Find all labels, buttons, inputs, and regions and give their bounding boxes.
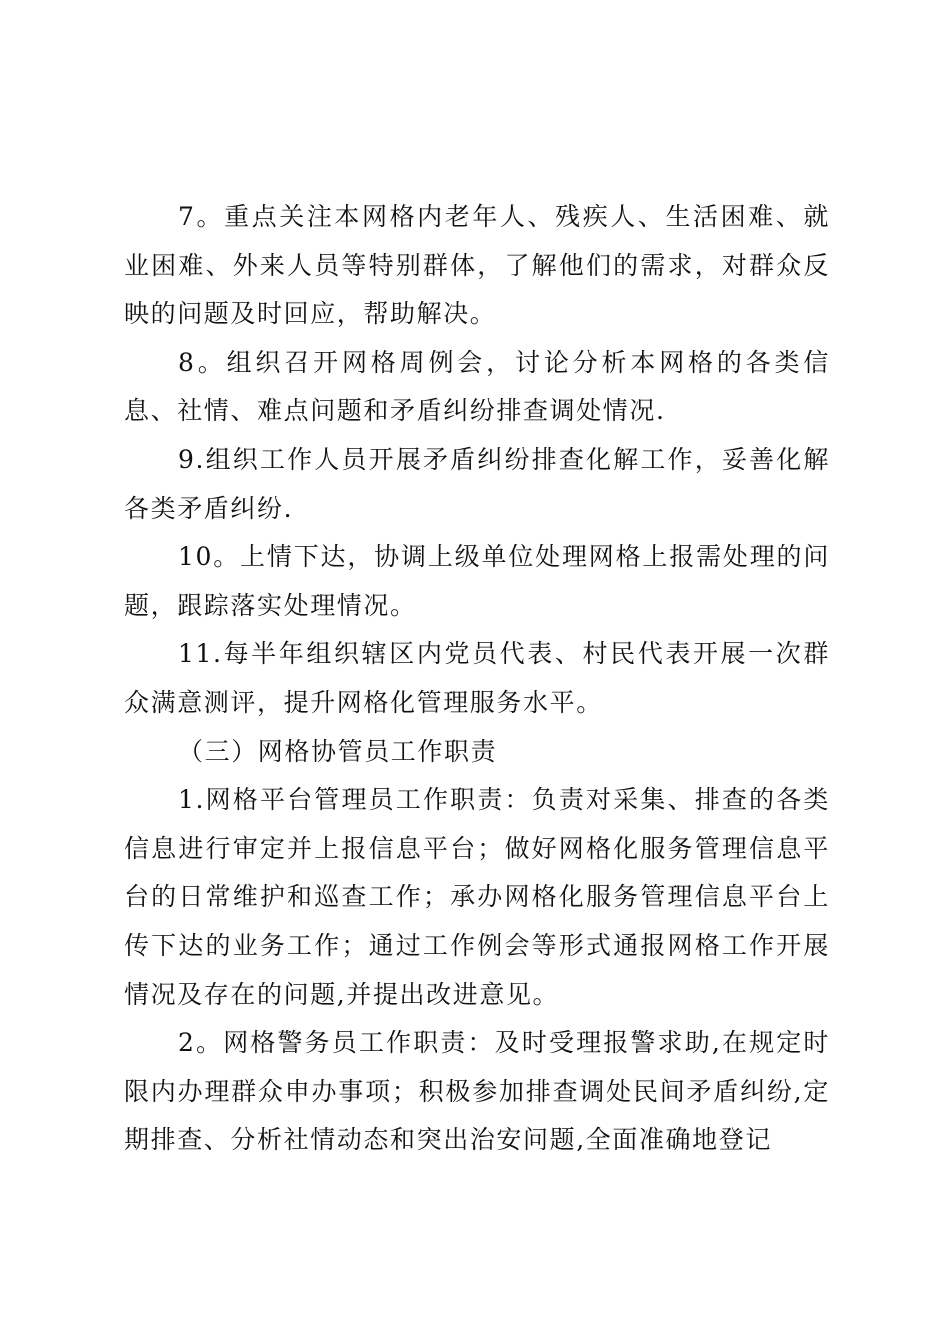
section-heading: （三）网格协管员工作职责 xyxy=(178,736,498,766)
paragraph-item-11: 11.每半年组织辖区内党员代表、村民代表开展一次群众满意测评，提升网格化管理服务水平。 xyxy=(124,639,830,717)
paragraph-police-duties: 2。网格警务员工作职责：及时受理报警求助,在规定时限内办理群众申办事项；积极参加排查调处民间矛盾纠纷,定期排查、分析社情动态和突出治安问题,全面准确地登记 xyxy=(124,1028,830,1155)
paragraph-item-9: 9.组织工作人员开展矛盾纠纷排查化解工作，妥善化解各类矛盾纠纷. xyxy=(124,444,830,523)
paragraph-platform-admin-duties: 1.网格平台管理员工作职责：负责对采集、排查的各类信息进行审定并上报信息平台；做好网格化服务管理信息平台的日常维护和巡查工作；承办网格化服务管理信息平台上传下达的业务工作；通过工作例会等形式通报网格工作开展情况及存在的问题,并提出改进意见。 xyxy=(124,785,830,1009)
paragraph-item-10: 10。上情下达，协调上级单位处理网格上报需处理的问题，跟踪落实处理情况。 xyxy=(124,542,830,620)
paragraph-item-7: 7。重点关注本网格内老年人、残疾人、生活困难、就业困难、外来人员等特别群体，了解他们的需求，对群众反映的问题及时回应，帮助解决。 xyxy=(124,202,830,329)
document-body xyxy=(124,193,830,1165)
paragraph-item-8: 8。组织召开网格周例会，讨论分析本网格的各类信息、社情、难点问题和矛盾纠纷排查调处情况. xyxy=(124,347,830,426)
